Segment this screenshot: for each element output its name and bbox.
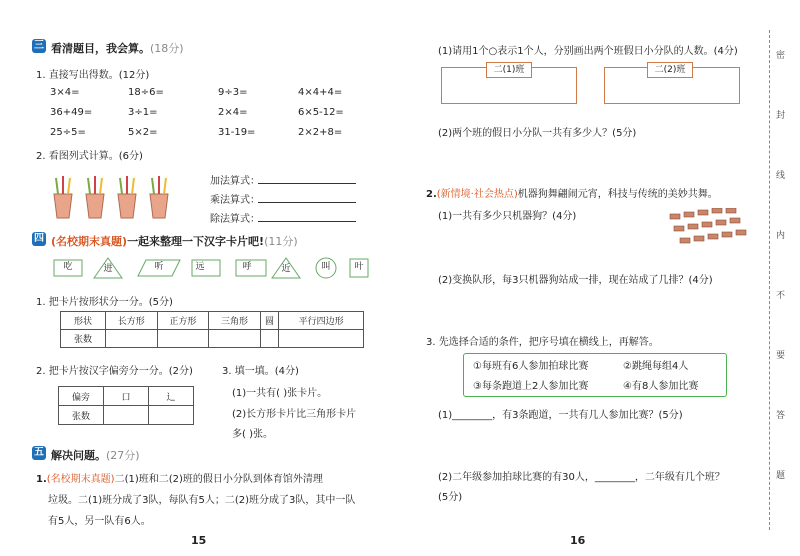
class-1-label: 二(1)班 — [486, 62, 532, 78]
addition-formula-label: 加法算式： — [210, 176, 260, 187]
sealing-line-char: 不 — [776, 291, 786, 301]
table-header: 平行四边形 — [279, 312, 364, 330]
equation-item: 36+49= — [50, 107, 93, 118]
card-char: 叶 — [354, 262, 364, 272]
q3b-question: (2)二年级参加拍球比赛的有30人，________，二年级有几个班？ — [438, 472, 725, 483]
card-char: 远 — [195, 262, 205, 272]
answer-cell[interactable] — [149, 406, 194, 425]
equation-item: 2×4= — [218, 107, 248, 118]
q2a-question: (1)一共有多少只机器狗？(4分) — [438, 211, 577, 222]
table-header: 辶 — [149, 387, 194, 406]
sealing-line-char: 线 — [776, 171, 786, 181]
card-char: 近 — [281, 264, 291, 274]
q43-line-1: (1)一共有( )张卡片。 — [232, 388, 328, 399]
q3-label: 3. 先选择合适的条件，把序号填在横线上，再解答。 — [426, 337, 659, 348]
table-header: 形状 — [61, 312, 106, 330]
table-header: 长方形 — [106, 312, 158, 330]
equation-item: 5×2= — [128, 127, 158, 138]
card-char: 叫 — [321, 262, 331, 272]
equation-item: 18÷6= — [128, 87, 164, 98]
condition-option: ①每班有6人参加拍球比赛 — [473, 361, 589, 372]
section-3-title: 看清题目，我会算。(18分) — [51, 42, 184, 55]
answer-cell[interactable] — [104, 406, 149, 425]
equation-item: 25÷5= — [50, 127, 86, 138]
answer-cell[interactable] — [260, 330, 278, 348]
problem-1-line-2: 垃圾。二(1)班分成了3队，每队有5人；二(2)班分成了3队，其中一队 — [48, 495, 356, 506]
table-header: 口 — [104, 387, 149, 406]
sealing-line-char: 答 — [776, 411, 786, 421]
pencil-cup-icon — [54, 176, 72, 218]
sealing-line-char: 要 — [776, 351, 786, 361]
answer-cell[interactable] — [279, 330, 364, 348]
condition-option: ④有8人参加比赛 — [623, 381, 699, 392]
pencil-cups-illustration — [48, 172, 178, 220]
q43-label: 3. 填一填。(4分) — [222, 366, 299, 377]
sealing-line-char: 内 — [776, 231, 786, 241]
table-header: 正方形 — [157, 312, 209, 330]
q42-label: 2. 把卡片按汉字偏旁分一分。(2分) — [36, 366, 193, 377]
condition-option: ②跳绳每组4人 — [623, 361, 689, 372]
q3a-question: (1)________，有3条跑道，一共有几人参加比赛？(5分) — [438, 410, 683, 421]
equation-item: 4×4+4= — [298, 87, 343, 98]
q2-label: 2. 看图列式计算。(6分) — [36, 151, 143, 162]
sealing-line-char: 密 — [776, 51, 786, 61]
q3b-score: (5分) — [438, 492, 463, 503]
equation-item: 9÷3= — [218, 87, 248, 98]
equation-item: 2×2+8= — [298, 127, 343, 138]
multiplication-answer-line[interactable] — [258, 202, 356, 203]
r1-label: (1)请用1个○表示1个人，分别画出两个班假日小分队的人数。(4分) — [438, 46, 738, 57]
equation-item: 6×5-12= — [298, 107, 344, 118]
q2-line: 2.(新情境·社会热点)机器狗舞翩闹元宵，科技与传统的美妙共舞。 — [426, 189, 718, 200]
card-char: 呼 — [242, 262, 252, 272]
sealing-line-char: 题 — [776, 471, 786, 481]
q41-label: 1. 把卡片按形状分一分。(5分) — [36, 297, 173, 308]
card-char: 进 — [103, 264, 113, 274]
sealing-line — [769, 30, 770, 530]
q1-label: 1. 直接写出得数。(12分) — [36, 70, 150, 81]
q2b-question: (2)变换队形，每3只机器狗站成一排，现在站成了几排？(4分) — [438, 275, 713, 286]
section-5-title: 解决问题。(27分) — [51, 449, 140, 462]
section-3-badge: 三 — [34, 40, 44, 51]
sealing-line-char: 封 — [776, 111, 786, 121]
table-row-label: 张数 — [61, 330, 106, 348]
equation-item: 31-19= — [218, 127, 256, 138]
page-number-left: 15 — [191, 534, 207, 547]
page-number-right: 16 — [570, 534, 586, 547]
pencil-cup-icon — [118, 176, 136, 218]
section-4-badge: 四 — [34, 233, 44, 244]
answer-cell[interactable] — [209, 330, 261, 348]
equation-item: 3×4= — [50, 87, 80, 98]
answer-cell[interactable] — [106, 330, 158, 348]
section-4-title: (名校期末真题)一起来整理一下汉字卡片吧!(11分) — [51, 235, 298, 248]
multiplication-formula-label: 乘法算式： — [210, 195, 260, 206]
table-row-label: 张数 — [59, 406, 104, 425]
problem-1-line-3: 有5人，另一队有6人。 — [48, 516, 151, 527]
addition-answer-line[interactable] — [258, 183, 356, 184]
table-header: 三角形 — [209, 312, 261, 330]
r2-question: (2)两个班的假日小分队一共有多少人？(5分) — [438, 128, 637, 139]
answer-cell[interactable] — [157, 330, 209, 348]
pencil-cup-icon — [86, 176, 104, 218]
equation-item: 3÷1= — [128, 107, 158, 118]
table-header: 偏旁 — [59, 387, 104, 406]
robot-dogs-illustration — [668, 208, 750, 256]
division-formula-label: 除法算式： — [210, 214, 260, 225]
class-2-label: 二(2)班 — [647, 62, 693, 78]
shape-count-table — [60, 311, 364, 348]
table-header: 圆 — [260, 312, 278, 330]
pencil-cup-icon — [150, 176, 168, 218]
division-answer-line[interactable] — [258, 221, 356, 222]
radical-count-table — [58, 386, 194, 425]
problem-1-line-1: 1.(名校期末真题)二(1)班和二(2)班的假日小分队到体育馆外清理 — [36, 474, 323, 485]
card-char: 听 — [154, 262, 164, 272]
condition-option: ③每条跑道上2人参加比赛 — [473, 381, 589, 392]
q43-line-2: (2)长方形卡片比三角形卡片 — [232, 409, 357, 420]
q43-line-3: 多( )张。 — [232, 429, 273, 440]
card-char: 吃 — [63, 262, 73, 272]
section-5-badge: 五 — [34, 447, 44, 458]
